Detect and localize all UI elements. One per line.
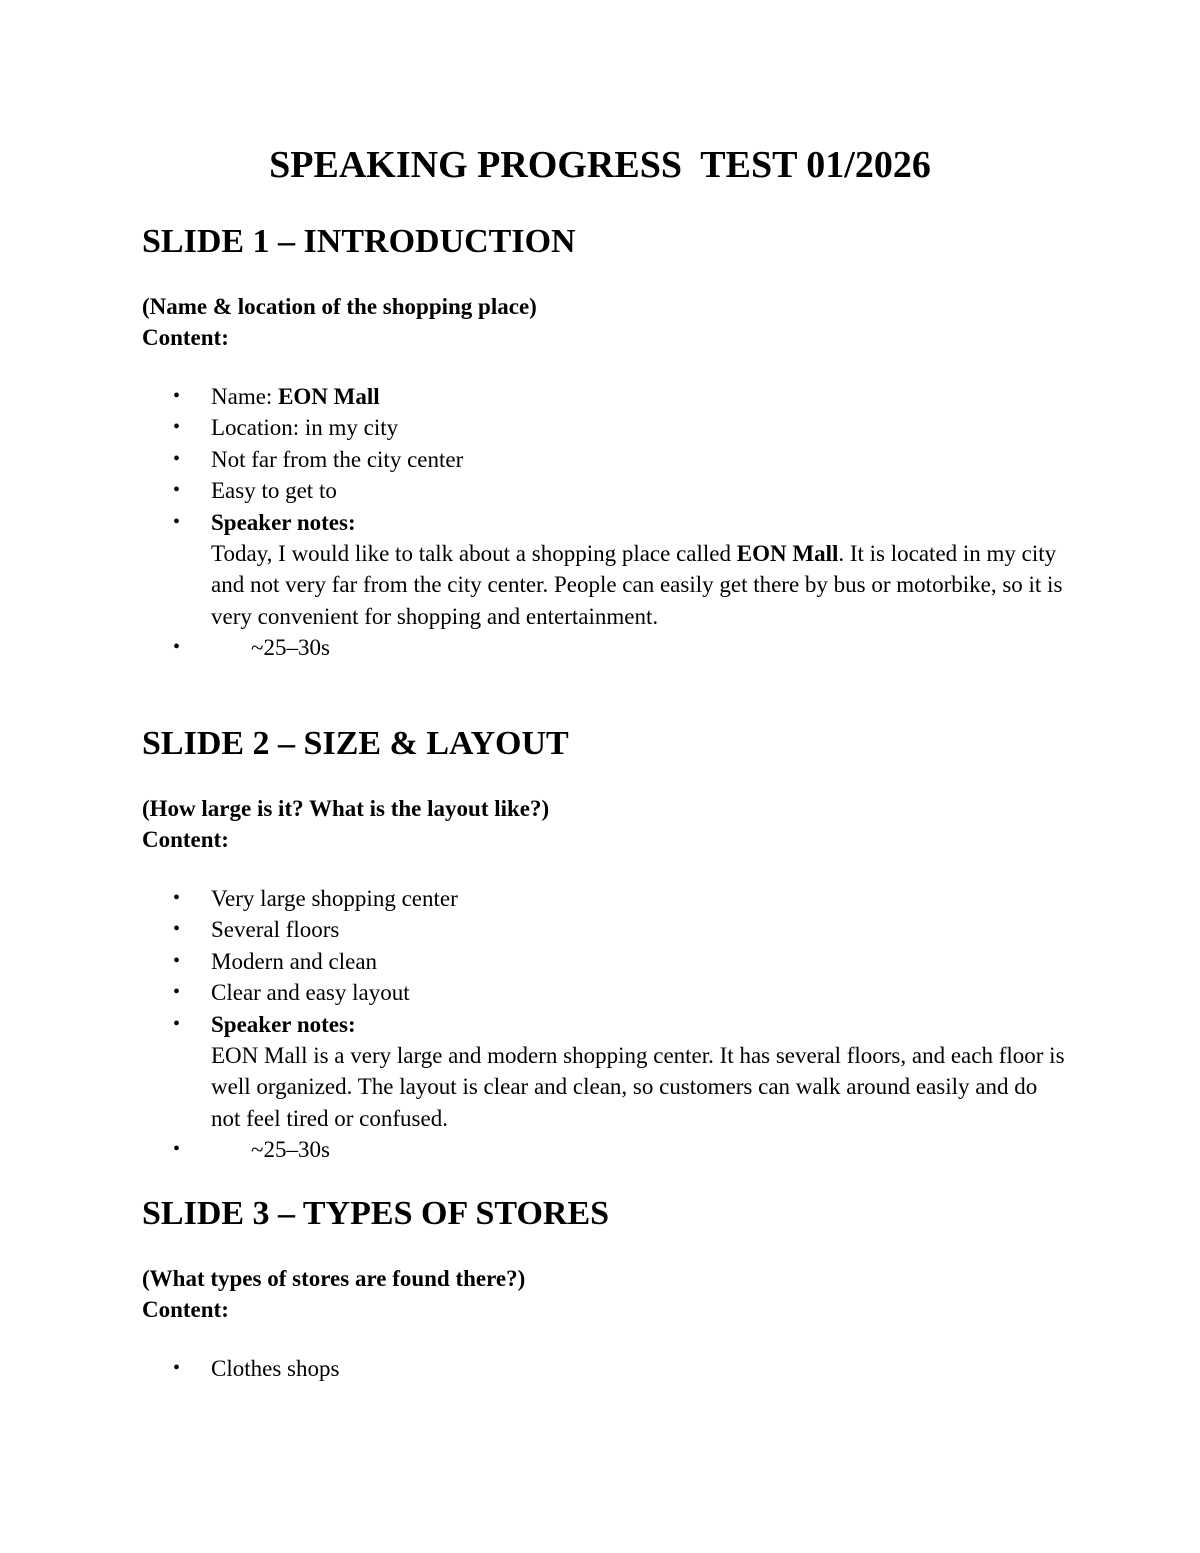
slide-1-heading: SLIDE 1 – INTRODUCTION bbox=[142, 223, 576, 260]
speaker-notes-text bbox=[211, 538, 1070, 632]
slide-1-prompt: (Name & location of the shopping place) bbox=[142, 294, 537, 319]
slide-3-prompt: (What types of stores are found there?) bbox=[142, 1266, 526, 1291]
timing-item bbox=[0, 1134, 1200, 1165]
speaker-notes-item bbox=[0, 1009, 1200, 1135]
speaker-notes-label: Speaker notes: bbox=[211, 509, 356, 535]
list-item: • Several floors bbox=[0, 914, 1200, 945]
notes-text-part: . It is located in my city and not very far from the city center. People can easily get there by bus or motorbike, so it is very convenient for shopping and entertainment. bbox=[211, 541, 1063, 629]
slide-2-prompt: (How large is it? What is the layout like?) bbox=[142, 796, 550, 821]
list-item bbox=[0, 381, 1200, 412]
timing-text: ~25–30s bbox=[251, 635, 330, 661]
list-item: • Location: in my city bbox=[0, 412, 1200, 443]
timing-text: ~25–30s bbox=[251, 1137, 330, 1163]
slide-3-content-label: Content: bbox=[142, 1297, 229, 1322]
slide-1-bullet-list bbox=[0, 381, 1200, 664]
slide-3-heading: SLIDE 3 – TYPES OF STORES bbox=[142, 1195, 610, 1232]
item-label: Name: bbox=[211, 384, 279, 409]
slide-2-heading: SLIDE 2 – SIZE & LAYOUT bbox=[142, 725, 569, 762]
speaker-notes-item bbox=[0, 507, 1200, 633]
notes-text-bold: EON Mall bbox=[736, 541, 839, 567]
list-item: • Clear and easy layout bbox=[0, 977, 1200, 1008]
slide-1-content-label: Content: bbox=[142, 325, 229, 350]
item-value: EON Mall bbox=[278, 384, 380, 409]
list-item: • Clothes shops bbox=[0, 1353, 1200, 1384]
list-item: • Modern and clean bbox=[0, 946, 1200, 977]
slide-2-content-label: Content: bbox=[142, 827, 229, 852]
notes-text-part: Today, I would like to talk about a shopping place called bbox=[211, 541, 737, 567]
list-item: • Not far from the city center bbox=[0, 444, 1200, 475]
speaker-notes-label: Speaker notes: bbox=[211, 1011, 356, 1037]
speaker-notes-text: EON Mall is a very large and modern shopping center. It has several floors, and each floor is well organized. The layout is clear and clean, so customers can walk around easily and do not feel tired or confused. bbox=[211, 1043, 1065, 1131]
document-title: SPEAKING PROGRESS TEST 01/2026 bbox=[269, 144, 931, 186]
timing-item bbox=[0, 632, 1200, 663]
list-item: • Easy to get to bbox=[0, 475, 1200, 506]
slide-3-bullet-list bbox=[0, 1353, 1200, 1384]
list-item: • Very large shopping center bbox=[0, 883, 1200, 914]
slide-2-bullet-list bbox=[0, 883, 1200, 1166]
